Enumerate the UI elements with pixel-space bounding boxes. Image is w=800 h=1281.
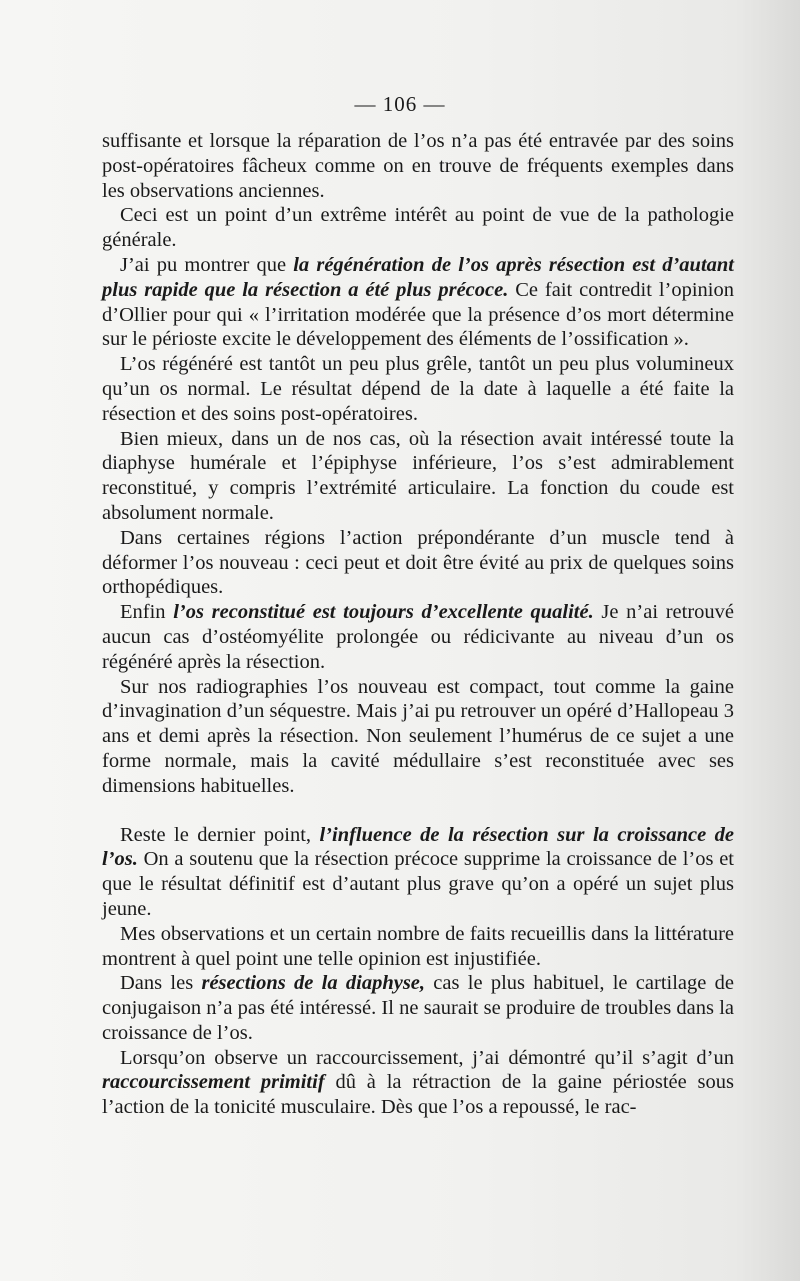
paragraph-9 [102,823,734,922]
paragraph-3 [102,253,734,352]
paragraph-9-text-b: On a soutenu que la résection précoce supprime la croissance de l’os et que le résultat définitif est d’autant plus grave qu’on a opéré un sujet plus jeune. [102,848,734,920]
paragraph-12-text-b: dû à la rétraction de la gaine périostée sous l’action de la tonicité musculaire. Dès que l’os a repoussé, le rac- [102,1071,734,1119]
paragraph-12 [102,1046,734,1120]
paragraph-11 [102,971,734,1045]
paragraph-12-text-a: Lorsqu’on observe un raccourcissement, j’ai démontré qu’il s’agit d’un [120,1046,734,1069]
paragraph-9-text-a: Reste le dernier point, [120,823,320,846]
paragraph-5: Bien mieux, dans un de nos cas, où la résection avait intéressé toute la diaphyse humérale et l’épiphyse inférieure, l’os s’est admirablement reconstitué, y compris l’extrémité articulaire. La fonction du coude est absolument normale. [102,427,734,524]
paragraph-2: Ceci est un point d’un extrême intérêt au point de vue de la pathologie générale. [102,204,734,252]
paragraph-3-text-b: Ce fait contredit l’opinion d’Ollier pour qui « l’irritation modérée que la présence d’os mort détermine sur le périoste excite le développement des éléments de l’ossification ». [102,278,734,351]
paragraph-10: Mes observations et un certain nombre de faits recueillis dans la littérature montrent à quel point une telle opinion est injustifiée. [102,922,734,970]
paragraph-3-emphasis: la régénération de l’os après résection est d’autant plus rapide que la résection a été plus précoce. [102,253,734,301]
paragraph-7-emphasis: l’os reconstitué est toujours d’excellente qualité. [173,601,594,624]
body-text [102,129,734,1120]
paragraph-3-text-a: J’ai pu montrer que [120,253,294,276]
paragraph-8: Sur nos radiographies l’os nouveau est compact, tout comme la gaine d’invagination d’un séquestre. Mais j’ai pu retrouver un opéré d’Hallopeau 3 ans et demi après la résection. Non seulement l’humérus de ce sujet a une forme normale, mais la cavité médullaire s’est reconstituée avec ses dimensions habituelles. [102,675,734,797]
page-number: — 106 — [354,92,446,116]
paragraph-6: Dans certaines régions l’action prépondérante d’un muscle tend à déformer l’os nouveau : ceci peut et doit être évité au prix de quelques soins orthopédiques. [102,526,734,599]
paragraph-12-emphasis: raccourcissement primitif [102,1071,325,1094]
paragraph-11-text-a: Dans les [120,972,202,995]
paragraph-11-emphasis: résections de la diaphyse, [201,972,426,995]
paragraph-1: suffisante et lorsque la réparation de l’os n’a pas été entravée par des soins post-opératoires fâcheux comme on en trouve de fréquents exemples dans les observations anciennes. [102,130,734,202]
paragraph-9-emphasis: l’influence de la résection sur la croissance de l’os. [102,823,734,871]
paragraph-11-text-b: cas le plus habituel, le cartilage de conjugaison n’a pas été intéressé. Il ne saurait se produire de troubles dans la croissance de l’os. [102,972,734,1044]
paragraph-4: L’os régénéré est tantôt un peu plus grêle, tantôt un peu plus volumineux qu’un os normal. Le résultat dépend de la date à laquelle a été faite la résection et des soins post-opératoires. [102,353,734,425]
paragraph-7-text-b: Je n’ai retrouvé aucun cas d’ostéomyélite prolongée ou rédicivante au niveau d’un os régénéré après la résection. [102,601,734,673]
paragraph-7 [102,600,734,674]
paragraph-7-text-a: Enfin [120,601,174,624]
